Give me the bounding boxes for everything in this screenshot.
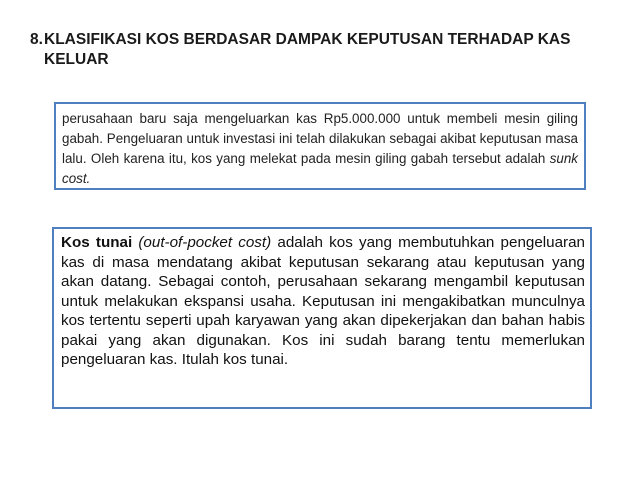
section-heading — [30, 30, 600, 70]
out-of-pocket-term: (out-of-pocket cost) — [138, 234, 272, 251]
sunk-cost-box — [54, 102, 586, 190]
heading-line-2: KELUAR — [44, 51, 109, 68]
out-of-pocket-paragraph — [61, 233, 585, 370]
sunk-cost-term: sunk cost. — [62, 151, 578, 186]
out-of-pocket-cost-box — [52, 227, 592, 409]
heading-line-1: KLASIFIKASI KOS BERDASAR DAMPAK KEPUTUSAN TERHADAP KAS — [44, 31, 571, 48]
heading-number: 8. — [30, 31, 43, 48]
kos-tunai-term: Kos tunai — [61, 234, 133, 251]
sunk-cost-text: perusahaan baru saja mengeluarkan kas Rp5.000.000 untuk membeli mesin giling gabah. Pengeluaran untuk investasi ini telah dilakukan sebagai akibat keputusan masa lalu. Oleh karena itu, kos yang melekat pada mesin giling gabah tersebut adalah — [62, 111, 578, 166]
out-of-pocket-text: adalah kos yang membutuhkan pengeluaran kas di masa mendatang akibat keputusan sekarang atau keputusan yang akan datang. Sebagai contoh, perusahaan sekarang mengambil keputusan untuk melakukan ekspansi usaha. Keputusan ini mengakibatkan munculnya kos tertentu seperti upah karyawan yang akan dipekerjakan dan bahan habis pakai yang akan digunakan. Kos ini sudah barang tentu memerlukan pengeluaran kas. Itulah kos tunai. — [61, 234, 585, 368]
sunk-cost-paragraph — [62, 109, 578, 189]
